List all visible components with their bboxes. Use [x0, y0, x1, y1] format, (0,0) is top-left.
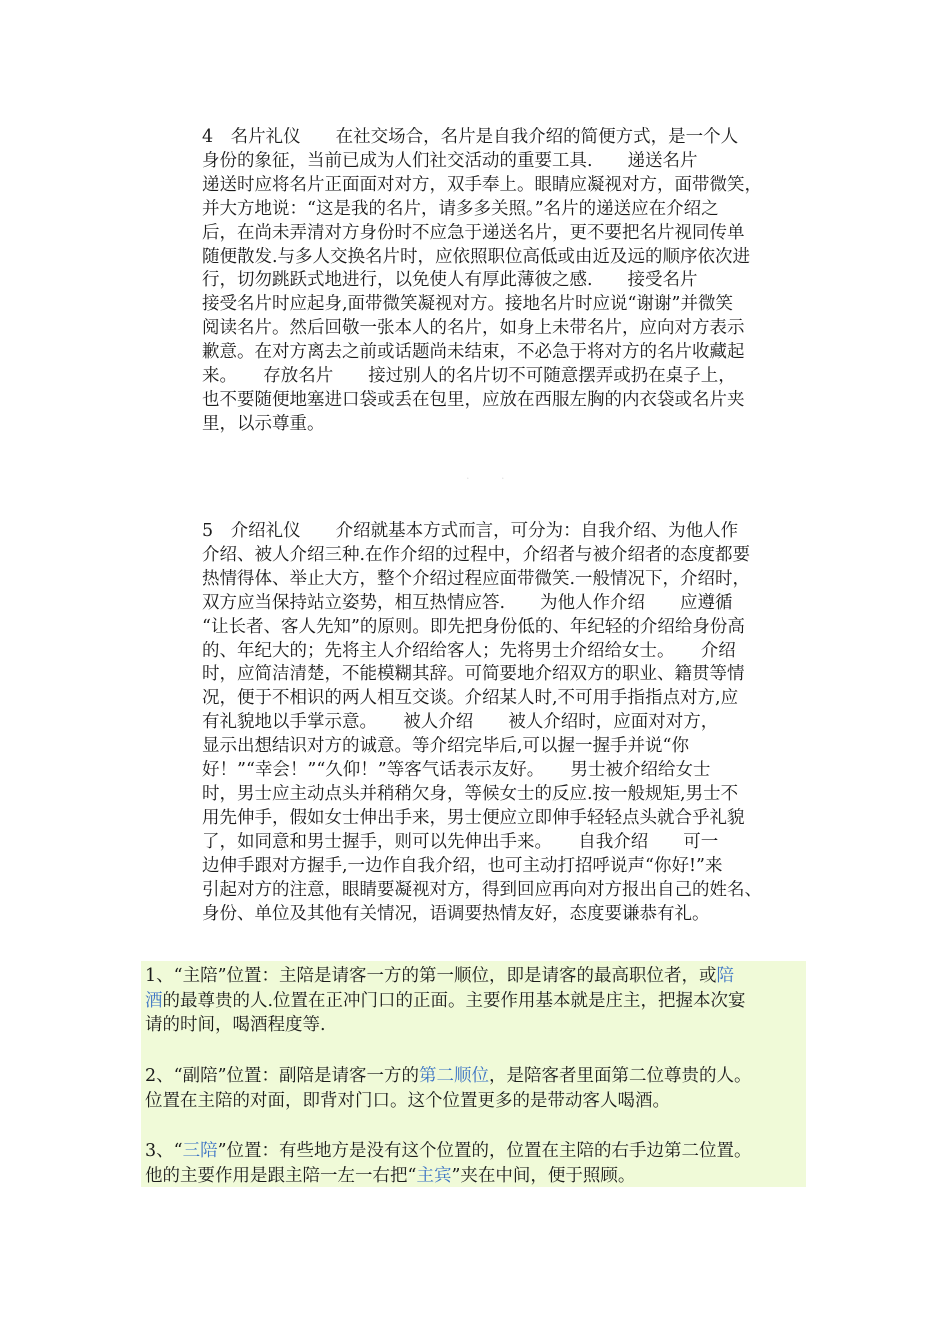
text-line: 来。 存放名片 接过别人的名片切不可随意摆弄或扔在桌子上， — [202, 366, 736, 387]
text-line — [145, 989, 825, 1014]
text-span: 3、“ — [145, 1141, 183, 1161]
introduction-etiquette-section — [202, 520, 822, 926]
text-span: ”位置：有些地方是没有这个位置的，位置在主陪的右手边第二位置。 — [217, 1141, 752, 1161]
text-line: “让长者、客人先知”的原则。即先把身份低的、年纪轻的介绍给身份高 — [202, 616, 745, 637]
link-second-rank[interactable]: 第二顺位 — [419, 1066, 490, 1086]
text-line: 时，男士应主动点头并稍稍欠身，等候女士的反应.按一般规矩,男士不 — [202, 783, 739, 804]
text-line: 随便散发.与多人交换名片时，应依照职位高低或由近及远的顺序依次进 — [202, 246, 751, 267]
text-line: 位置在主陪的对面，即背对门口。这个位置更多的是带动客人喝酒。 — [145, 1090, 670, 1111]
seating-item-host — [145, 964, 825, 1038]
text-span: 的最尊贵的人.位置在正冲门口的正面。主要作用基本就是庄主，把握本次宴 — [162, 990, 746, 1011]
text-line: 身份的象征，当前已成为人们社交活动的重要工具. 递送名片 — [202, 150, 698, 171]
text-line: 里，以示尊重。 — [202, 413, 325, 434]
text-line: 显示出想结识对方的诚意。等介绍完毕后,可以握一握手并说“你 — [202, 736, 690, 757]
text-line: 好！”“幸会！”“久仰！”等客气话表示友好。 男士被介绍给女士 — [202, 760, 711, 781]
text-line — [145, 1139, 825, 1164]
text-line — [145, 1064, 825, 1089]
link-pei-jiu[interactable]: 陪 — [716, 966, 735, 986]
text-line: 有礼貌地以手掌示意。 被人介绍 被人介绍时，应面对对方， — [202, 712, 719, 733]
text-line: 况，便于不相识的两人相互交谈。介绍某人时,不可用手指指点对方,应 — [202, 688, 739, 709]
text-span: ”夹在中间，便于照顾。 — [451, 1165, 636, 1186]
text-span: 2、“副陪”位置：副陪是请客一方的 — [145, 1066, 420, 1086]
text-line: 的、年纪大的；先将主人介绍给客人；先将男士介绍给女士。 介绍 — [202, 640, 736, 661]
text-line: 用先伸手，假如女士伸出手来，男士便应立即伸手轻轻点头就合乎礼貌 — [202, 807, 745, 828]
text-span: ，是陪客者里面第二位尊贵的人。 — [489, 1066, 752, 1086]
text-line: 身份、单位及其他有关情况，语调要热情友好，态度要谦恭有礼。 — [202, 903, 710, 924]
text-line: 了，如同意和男士握手，则可以先伸出手来。 自我介绍 可一 — [202, 831, 719, 852]
text-line: 双方应当保持站立姿势，相互热情应答. 为他人作介绍 应遵循 — [202, 592, 733, 613]
text-line: 后，在尚未弄清对方身份时不应急于递送名片，更不要把名片视同传单 — [202, 222, 745, 243]
text-line: 边伸手跟对方握手,一边作自我介绍，也可主动打招呼说声“你好!”来 — [202, 855, 723, 876]
faint-separator-mark: · · — [466, 472, 519, 485]
business-card-etiquette-section — [202, 126, 822, 437]
link-pei-jiu[interactable]: 酒 — [145, 990, 163, 1011]
text-line: 介绍、被人介绍三种.在作介绍的过程中，介绍者与被介绍者的态度都要 — [202, 544, 751, 565]
text-line: 4 名片礼仪 在社交场合，名片是自我介绍的简便方式，是一个人 — [202, 127, 739, 147]
text-line: 阅读名片。然后回敬一张本人的名片，如身上未带名片，应向对方表示 — [202, 318, 745, 339]
text-span: 他的主要作用是跟主陪一左一右把“ — [145, 1165, 417, 1186]
text-line: 请的时间，喝酒程度等. — [145, 1015, 326, 1036]
text-line: 并大方地说：“这是我的名片，请多多关照。”名片的递送应在介绍之 — [202, 198, 719, 219]
seating-item-third — [145, 1139, 825, 1188]
text-line: 时，应简洁清楚，不能模糊其辞。可简要地介绍双方的职业、籍贯等情 — [202, 664, 745, 685]
text-line — [145, 1164, 825, 1189]
link-san-pei[interactable]: 三陪 — [182, 1141, 218, 1161]
link-main-guest[interactable]: 主宾 — [416, 1165, 452, 1186]
text-span: 1、“主陪”位置：主陪是请客一方的第一顺位，即是请客的最高职位者，或 — [145, 966, 717, 986]
text-line: 也不要随便地塞进口袋或丢在包里，应放在西服左胸的内衣袋或名片夹 — [202, 389, 745, 410]
text-line: 引起对方的注意，眼睛要凝视对方，得到回应再向对方报出自己的姓名、 — [202, 879, 762, 900]
text-line: 行，切勿跳跃式地进行，以免使人有厚此薄彼之感. 接受名片 — [202, 270, 698, 291]
text-line: 歉意。在对方离去之前或话题尚未结束，不必急于将对方的名片收藏起 — [202, 342, 745, 363]
text-line: 热情得体、举止大方，整个介绍过程应面带微笑.一般情况下，介绍时， — [202, 568, 751, 589]
text-line: 递送时应将名片正面面对对方，双手奉上。眼睛应凝视对方，面带微笑， — [202, 174, 762, 195]
text-line: 接受名片时应起身,面带微笑凝视对方。接地名片时应说“谢谢”并微笑 — [202, 294, 733, 315]
seating-item-deputy — [145, 1064, 825, 1113]
text-line — [145, 964, 825, 989]
text-line: 5 介绍礼仪 介绍就基本方式而言，可分为：自我介绍、为他人作 — [202, 521, 739, 541]
